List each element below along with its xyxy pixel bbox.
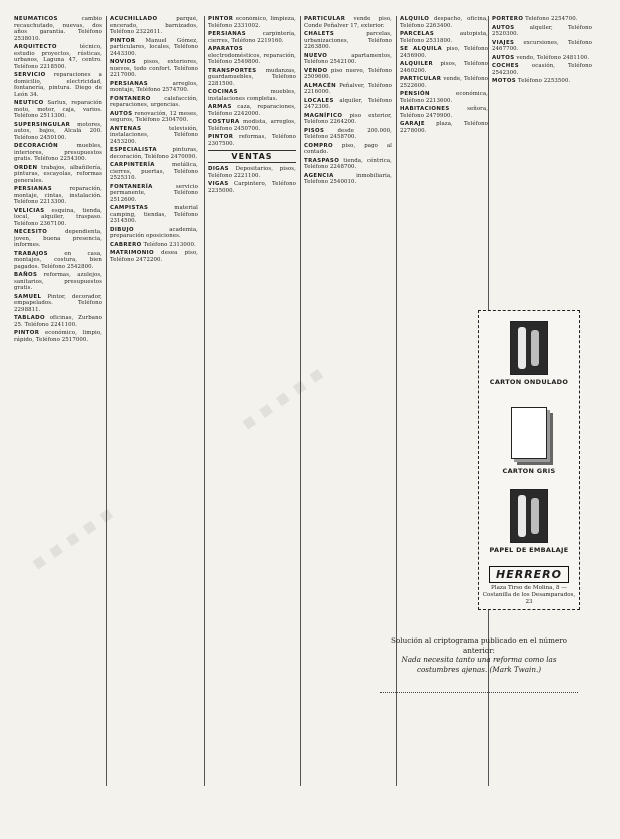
classified-ad: [110, 205, 198, 225]
ad-heading: PINTOR: [208, 134, 234, 140]
ad-heading: CABRERO: [110, 241, 142, 248]
classifieds-column-4: [304, 16, 392, 786]
ad-text: vendo, Teléfono 2481100.: [516, 54, 590, 61]
ad-text: servicio permanente, Teléfono 2512600.: [110, 183, 198, 203]
dotted-rule: [380, 692, 578, 693]
classified-ad: [304, 113, 392, 126]
ad-text: academia, preparación oposiciones.: [110, 226, 198, 239]
ad-heading: VIAJES: [492, 39, 515, 46]
ad-heading: ACUCHILLADO: [110, 16, 158, 22]
ad-heading: SERVICIO: [14, 72, 46, 78]
classified-ad: [110, 96, 198, 109]
ad-heading: ALQUILER: [400, 61, 434, 67]
classified-ad: [14, 44, 102, 70]
classified-ad: [492, 25, 592, 38]
ad-heading: PORTERO: [492, 16, 524, 22]
ad-heading: PARCELAS: [400, 31, 435, 37]
classified-ad: [304, 173, 392, 186]
ad-heading: COCHES: [492, 63, 519, 69]
ad-heading: PERSIANAS: [110, 80, 149, 87]
classified-ad: [208, 31, 296, 44]
ad-text: económico, limpio, rápido, Teléfono 2517000.: [14, 330, 102, 343]
classified-ad: [208, 89, 296, 102]
classified-ad: [14, 251, 102, 271]
column-divider: [204, 16, 205, 786]
ad-text: dependienta, joven, buena presencia, informes.: [14, 229, 102, 248]
ad-text: vende piso, Conde Peñalver 17, exterior.: [304, 16, 392, 29]
ad-text: parqué, encerado, barnizados, Teléfono 2322611.: [110, 16, 198, 35]
ad-text: reparaciones a domicilio, electricidad, fontanería, pintura. Diego de León 34.: [14, 72, 102, 98]
classified-ad: [304, 98, 392, 111]
classified-ad: [304, 31, 392, 51]
ad-text: motores, autos, bajos, Alcalá 200. Teléfono 2450100.: [14, 121, 102, 141]
ad-text: modista, arreglos, Teléfono 2450700.: [208, 119, 296, 132]
classified-ad: [304, 53, 392, 66]
classified-ad: [14, 330, 102, 343]
classified-ad: [400, 91, 488, 104]
classified-ad: [304, 68, 392, 81]
column-divider: [300, 16, 301, 786]
classified-ad: [110, 242, 198, 249]
ad-text: pisos, exteriores, nuevos, todo confort. Teléfono 2217000.: [110, 59, 198, 78]
classified-ad: [304, 143, 392, 156]
herrero-advertisement: [478, 310, 580, 610]
ad-text: desde 200.000, Teléfono 2458700.: [304, 127, 392, 140]
classified-ad: [110, 147, 198, 160]
classifieds-column-6: [492, 16, 592, 306]
ad-heading: ESPECIALISTA: [110, 147, 157, 153]
classified-ad: [14, 208, 102, 228]
classified-ad: [14, 229, 102, 249]
ad-heading: MAGNÍFICO: [304, 112, 343, 119]
cryptogram-quote: Nada necesita tanto una reforma como las costumbres ajenas. (Mark Twain.): [401, 655, 557, 674]
ad-heading: VIGAS: [208, 181, 229, 187]
ventas-heading: VENTAS: [208, 150, 296, 163]
ad-heading: NEUMATICOS: [14, 16, 58, 22]
ad-heading: PINTOR: [208, 16, 234, 22]
classified-ad: [110, 126, 198, 146]
classified-ad: [492, 40, 592, 53]
ad-heading: SAMUEL: [14, 293, 42, 300]
classified-ad: [208, 166, 296, 179]
classified-ad: [400, 121, 488, 134]
classified-ad: [208, 104, 296, 117]
ad-heading: COMPRO: [304, 142, 333, 149]
ad-heading: CARPINTERÍA: [110, 162, 155, 168]
classified-ad: [400, 76, 488, 89]
classifieds-column-1: [14, 16, 102, 786]
cardboard-roll-image: [510, 321, 548, 375]
ad-heading: NOVIOS: [110, 59, 136, 65]
classified-ad: [14, 294, 102, 314]
classified-ad: [14, 272, 102, 292]
classified-ad: [14, 186, 102, 206]
ad-text: trabajos, albañilería, pinturas, escayolas, reformas generales.: [14, 164, 102, 184]
ad-text: reparación, montaje, cintas, instalación. Teléfono 2213300.: [14, 186, 102, 205]
advert-item-gris: [479, 407, 579, 475]
ad-text: pisos, Teléfono 2460200.: [400, 61, 488, 74]
ad-text: despacho, oficina, Teléfono 2263400.: [400, 16, 488, 29]
ad-text: pinturas, decoración, Teléfono 2470090.: [110, 147, 198, 160]
ad-text: televisión, instalaciones, Teléfono 2453200.: [110, 125, 198, 145]
classified-ad: [14, 16, 102, 42]
ad-heading: ORDEN: [14, 164, 38, 171]
ad-heading: TRASPASO: [304, 157, 340, 164]
classified-ad: [110, 184, 198, 204]
ad-heading: ALMACÉN: [304, 82, 337, 89]
ad-text: señora, Teléfono 2479900.: [400, 106, 488, 119]
ad-text: piso exterior, Teléfono 2264200.: [304, 112, 392, 125]
ad-heading: PARTICULAR: [400, 76, 442, 82]
classified-ad: [304, 158, 392, 171]
ad-text: en casa, montajes, costura, bien pagados. Teléfono 2542800.: [14, 250, 102, 270]
ad-text: material camping, tiendas, Teléfono 2314500.: [110, 205, 198, 224]
ad-text: Depositarios, pisos, Teléfono 2221100.: [208, 166, 296, 179]
classified-ad: [492, 16, 592, 23]
ad-heading: ANTENAS: [110, 125, 142, 132]
classified-ad: [208, 181, 296, 194]
ad-heading: DIBUJO: [110, 226, 134, 233]
ad-text: piso, pago al contado.: [304, 142, 392, 155]
ad-text: vende, Teléfono 2522600.: [400, 76, 488, 89]
advert-caption: CARTON GRIS: [502, 467, 556, 475]
advert-caption: CARTON ONDULADO: [489, 378, 569, 386]
paper-roll-image: [510, 489, 548, 543]
classified-ad: [14, 143, 102, 163]
classified-ad: [304, 16, 392, 29]
ad-text: caza, reparaciones, Teléfono 2242000.: [208, 104, 296, 117]
ad-heading: PENSIÓN: [400, 91, 430, 97]
ad-heading: VENDO: [304, 67, 328, 74]
ad-text: carpintería, cierres, Teléfono 2219160.: [208, 31, 296, 44]
ad-heading: COCINAS: [208, 89, 238, 95]
ad-text: alquiler, Teléfono 2520300.: [492, 24, 592, 37]
ad-text: Sarlux, reparación moto, motor, caja, varios. Teléfono 2511300.: [14, 100, 102, 119]
brand-address: Plaza Tirso de Molina, 8 — Costanilla de los Desamparados, 23: [482, 585, 576, 605]
classified-ad: [14, 165, 102, 185]
advert-item-papel: [479, 489, 579, 554]
ad-heading: DECORACIÓN: [14, 143, 59, 149]
ad-heading: ARMAS: [208, 104, 232, 110]
ad-text: cambio recauchutado, nuevas, dos años garantía. Teléfono 2538010.: [14, 16, 102, 42]
classified-ad: [14, 72, 102, 98]
ad-text: autopista, Teléfono 2531800.: [400, 31, 488, 44]
ad-text: piso, Teléfono 2456900.: [400, 46, 488, 59]
classified-ad: [110, 162, 198, 182]
ad-text: mudanzas, guardamuebles, Teléfono 2281500.: [208, 67, 296, 87]
ad-heading: VELICIAS: [14, 207, 45, 214]
ad-text: Teléfono 2313000.: [143, 241, 196, 248]
watermark: ■ ■ ■ ■ ■: [30, 504, 118, 573]
brand-logo: HERRERO: [489, 566, 569, 583]
ad-heading: PERSIANAS: [208, 31, 247, 37]
ad-heading: TRANSPORTES: [208, 67, 257, 74]
ad-heading: BAÑOS: [14, 272, 38, 278]
ad-text: electrodomésticos, reparación, Teléfono 2549800.: [208, 52, 296, 65]
ad-text: reformas, Teléfono 2307500.: [208, 134, 296, 147]
watermark: ■ ■ ■ ■ ■: [240, 364, 328, 433]
ad-text: parcelas, urbanizaciones, Teléfono 2263800.: [304, 31, 392, 50]
ad-heading: NUEVO: [304, 52, 328, 59]
ad-text: alquiler, Teléfono 2472300.: [304, 97, 392, 110]
classified-ad: [14, 100, 102, 120]
classified-ad: [110, 59, 198, 79]
ad-text: Teléfono 2253500.: [517, 78, 571, 84]
classified-ad: [400, 16, 488, 29]
ad-text: arreglos, montaje, Teléfono 2574700.: [110, 80, 198, 93]
cryptogram-intro: Solución al criptograma publicado en el número anterior:: [391, 636, 567, 655]
ad-heading: PARTICULAR: [304, 16, 346, 22]
ad-text: metálica, cierres, puertas, Teléfono 2525310.: [110, 162, 198, 181]
classified-ad: [208, 16, 296, 29]
ad-text: Peñalver, Teléfono 2216000.: [304, 82, 392, 95]
ad-text: esquina, tienda, local, alquiler, traspaso. Teléfono 2367100.: [14, 207, 102, 227]
ad-text: Pintor, decorador, empapelados. Teléfono 2298811.: [14, 293, 102, 313]
classified-ad: [110, 38, 198, 58]
ad-text: plaza, Teléfono 2278000.: [400, 121, 488, 134]
ad-heading: SUPERSINGULAR: [14, 121, 71, 128]
ad-heading: CAMPISTAS: [110, 205, 149, 211]
classified-ad: [400, 31, 488, 44]
ad-heading: HABITACIONES: [400, 106, 450, 112]
ad-heading: GARAJE: [400, 121, 426, 127]
ad-text: Manuel Gómez, particulares, locales, Teléfono 2443300.: [110, 37, 198, 57]
ad-text: muebles, instalaciones completas.: [208, 89, 296, 102]
ad-heading: PERSIANAS: [14, 186, 53, 192]
ad-text: económico, limpieza, Teléfono 2331002.: [208, 16, 296, 29]
ad-heading: SE ALQUILA: [400, 46, 443, 52]
classified-ad: [304, 128, 392, 141]
ad-heading: MATRIMONIO: [110, 250, 154, 256]
advert-brand-block: [479, 563, 579, 606]
cryptogram-solution: [380, 636, 578, 674]
classified-ad: [208, 46, 296, 66]
classified-ad: [400, 61, 488, 74]
ad-heading: APARATOS: [208, 46, 244, 52]
ad-heading: DIGAS: [208, 166, 229, 172]
ad-text: oficinas, Zurbano 25. Teléfono 2241100.: [14, 315, 102, 328]
classified-ad: [400, 106, 488, 119]
classified-ad: [110, 81, 198, 94]
ad-heading: NEUTICO: [14, 100, 44, 106]
ad-heading: NECESITO: [14, 229, 48, 235]
ad-text: muebles, interiores, presupuestos gratis. Teléfono 2254300.: [14, 143, 102, 162]
classified-ad: [208, 68, 296, 88]
cardboard-sheets-image: [511, 407, 547, 459]
ad-heading: FONTANERÍA: [110, 183, 153, 190]
classified-ad: [110, 250, 198, 263]
classified-ad: [208, 134, 296, 147]
classified-ad: [110, 111, 198, 124]
ad-text: apartamentos, Teléfono 2542100.: [304, 52, 392, 65]
advert-caption: PAPEL DE EMBALAJE: [489, 546, 569, 554]
ad-text: tienda, céntrica, Teléfono 2248700.: [304, 157, 392, 170]
classified-ad: [400, 46, 488, 59]
ad-text: reformas, azulejos, sanitarios, presupuestos gratis.: [14, 272, 102, 291]
ad-heading: LOCALES: [304, 97, 334, 104]
ad-heading: AUTOS: [492, 54, 515, 61]
ad-heading: CHALETS: [304, 31, 335, 37]
ad-text: económica, Teléfono 2213600.: [400, 91, 488, 104]
ad-text: renovación, 12 meses, seguros, Teléfono 2304700.: [110, 110, 198, 123]
ad-heading: PISOS: [304, 127, 325, 134]
classified-ad: [14, 315, 102, 328]
ad-heading: TRABAJOS: [14, 250, 48, 257]
ad-heading: TABLADO: [14, 315, 46, 321]
classified-ad: [492, 55, 592, 62]
ad-heading: MOTOS: [492, 78, 517, 84]
classifieds-column-2: [110, 16, 198, 786]
ad-heading: COSTURA: [208, 119, 240, 125]
ad-text: calefacción, reparaciones, urgencias.: [110, 95, 198, 108]
ad-text: Carpintero, Teléfono 2235000.: [208, 181, 296, 194]
classified-ad: [208, 119, 296, 132]
ad-heading: ARQUITECTO: [14, 44, 57, 50]
ad-heading: PINTOR: [110, 37, 136, 44]
ad-text: inmobiliaria, Teléfono 2540010.: [304, 172, 392, 185]
classified-ad: [110, 16, 198, 36]
ad-text: Teléfono 2254700.: [525, 16, 578, 22]
ad-heading: AUTOS: [110, 110, 133, 117]
ad-heading: AUTOS: [492, 24, 515, 31]
ad-text: desea piso, Teléfono 2472200.: [110, 250, 198, 263]
ad-text: técnico, estudio proyectos, rústicas, urbanos, Laguna 47, centro. Teléfono 2218500.: [14, 44, 102, 70]
column-divider: [106, 16, 107, 786]
classified-ad: [14, 122, 102, 142]
ad-heading: PINTOR: [14, 330, 40, 336]
classified-ad: [110, 227, 198, 240]
ad-heading: ALQUILO: [400, 16, 430, 22]
ad-text: ocasión, Teléfono 2542300.: [492, 63, 592, 76]
classified-ad: [304, 83, 392, 96]
ad-heading: FONTANERO: [110, 95, 151, 102]
classified-ad: [492, 63, 592, 76]
ad-heading: AGENCIA: [304, 172, 334, 179]
advert-item-ondulado: [479, 321, 579, 386]
ad-text: excursiones, Teléfono 2467700.: [492, 39, 592, 52]
ad-text: piso nuevo, Teléfono 2509600.: [304, 67, 392, 80]
classified-ad: [492, 78, 592, 85]
